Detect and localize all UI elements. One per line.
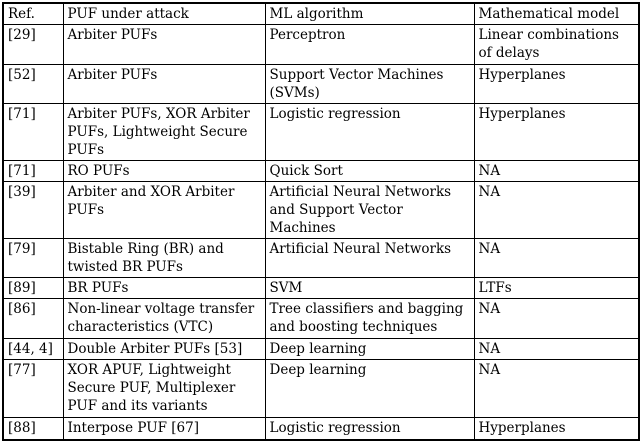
- table-row: [3, 418, 639, 440]
- cell-model: LTFs: [474, 278, 639, 299]
- cell-ref: [79]: [3, 239, 63, 278]
- table-row: [3, 278, 639, 299]
- cell-puf: Double Arbiter PUFs [53]: [63, 339, 265, 360]
- cell-puf: Arbiter PUFs, XOR Arbiter PUFs, Lightweight Secure PUFs: [63, 104, 265, 161]
- cell-model: Hyperplanes: [474, 418, 639, 440]
- cell-model: NA: [474, 182, 639, 239]
- cell-model: NA: [474, 161, 639, 182]
- cell-model: NA: [474, 239, 639, 278]
- cell-ml: Deep learning: [265, 360, 474, 418]
- cell-ref: [29]: [3, 25, 63, 65]
- column-header-ref: Ref.: [3, 3, 63, 25]
- cell-ml: Logistic regression: [265, 104, 474, 161]
- cell-puf: Non-linear voltage transfer characteristics (VTC): [63, 299, 265, 339]
- cell-puf: Interpose PUF [67]: [63, 418, 265, 440]
- cell-ml: Deep learning: [265, 339, 474, 360]
- table-row: [3, 104, 639, 161]
- cell-model: NA: [474, 360, 639, 418]
- table-row: [3, 239, 639, 278]
- cell-ref: [71]: [3, 104, 63, 161]
- table-header-row: [3, 3, 639, 25]
- table-row: [3, 161, 639, 182]
- cell-ref: [71]: [3, 161, 63, 182]
- column-header-puf: PUF under attack: [63, 3, 265, 25]
- table-row: [3, 339, 639, 360]
- cell-model: Linear combinations of delays: [474, 25, 639, 65]
- cell-ref: [44, 4]: [3, 339, 63, 360]
- cell-puf: XOR APUF, Lightweight Secure PUF, Multiplexer PUF and its variants: [63, 360, 265, 418]
- column-header-ml: ML algorithm: [265, 3, 474, 25]
- cell-puf: Arbiter and XOR Arbiter PUFs: [63, 182, 265, 239]
- cell-ml: Support Vector Machines (SVMs): [265, 65, 474, 104]
- cell-ref: [89]: [3, 278, 63, 299]
- table-row: [3, 182, 639, 239]
- cell-ml: Logistic regression: [265, 418, 474, 440]
- cell-puf: Bistable Ring (BR) and twisted BR PUFs: [63, 239, 265, 278]
- puf-ml-attacks-table: [2, 2, 640, 441]
- table-row: [3, 65, 639, 104]
- cell-puf: Arbiter PUFs: [63, 25, 265, 65]
- cell-ref: [52]: [3, 65, 63, 104]
- cell-model: Hyperplanes: [474, 104, 639, 161]
- cell-model: NA: [474, 339, 639, 360]
- cell-ml: Artificial Neural Networks and Support Vector Machines: [265, 182, 474, 239]
- cell-ml: Perceptron: [265, 25, 474, 65]
- cell-ref: [77]: [3, 360, 63, 418]
- cell-ref: [88]: [3, 418, 63, 440]
- cell-puf: Arbiter PUFs: [63, 65, 265, 104]
- cell-ml: SVM: [265, 278, 474, 299]
- cell-ml: Artificial Neural Networks: [265, 239, 474, 278]
- cell-ml: Quick Sort: [265, 161, 474, 182]
- cell-ref: [86]: [3, 299, 63, 339]
- cell-ml: Tree classifiers and bagging and boosting techniques: [265, 299, 474, 339]
- cell-model: NA: [474, 299, 639, 339]
- cell-puf: BR PUFs: [63, 278, 265, 299]
- cell-ref: [39]: [3, 182, 63, 239]
- table-row: [3, 360, 639, 418]
- cell-model: Hyperplanes: [474, 65, 639, 104]
- table-row: [3, 299, 639, 339]
- cell-puf: RO PUFs: [63, 161, 265, 182]
- column-header-model: Mathematical model: [474, 3, 639, 25]
- table-row: [3, 25, 639, 65]
